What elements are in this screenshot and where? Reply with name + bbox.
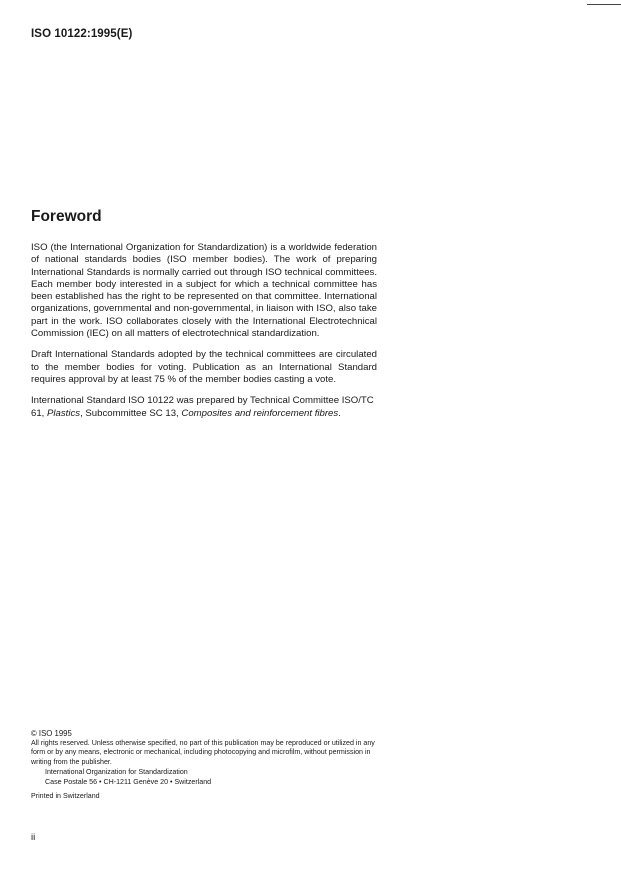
committee-name-plastics: Plastics [47, 407, 81, 419]
organization-address: Case Postale 56 • CH-1211 Genève 20 • Switzerland [45, 777, 212, 786]
paragraph-3-text-b: , Subcommittee SC 13, [80, 407, 182, 419]
paragraph-3-text-a: International Standard ISO 10122 was prepared by Technical Committee ISO/TC 61, [31, 395, 374, 419]
paragraph-3-text-c: . [338, 407, 341, 419]
foreword-paragraph-2: Draft International Standards adopted by the technical committees are circulated to the member bodies for voting. Publication as an International Standard requires approval by at least 75 % of the member bodies casting a vote. [31, 349, 377, 385]
foreword-heading: Foreword [31, 208, 102, 225]
foreword-paragraph-3 [31, 395, 377, 420]
copyright-notice [31, 729, 381, 801]
printed-in: Printed in Switzerland [31, 791, 100, 800]
rights-statement: All rights reserved. Unless otherwise specified, no part of this publication may be reproduced or utilized in any form or by any means, electronic or mechanical, including photocopying and microfilm, without permission in writing from the publisher. [31, 738, 375, 766]
organization-name: International Organization for Standardization [45, 768, 188, 777]
page-edge-line [587, 4, 621, 5]
page-number: ii [31, 832, 36, 843]
standard-number-header: ISO 10122:1995(E) [31, 28, 133, 40]
subcommittee-name: Composites and reinforcement fibres [181, 407, 339, 419]
foreword-paragraph-1: ISO (the International Organization for Standardization) is a worldwide federation of national standards bodies (ISO member bodies). The work of preparing International Standards is normally carried out through ISO technical committees. Each member body interested in a subject for which a technical committee has been established has the right to be represented on that committee. International organizations, governmental and non-governmental, in liaison with ISO, also take part in the work. ISO collaborates closely with the International Electrotechnical Commission (IEC) on all matters of electrotechnical standardization. [31, 242, 377, 340]
foreword-body [31, 242, 377, 429]
copyright-line: © ISO 1995 [31, 729, 72, 738]
publisher-address [31, 768, 381, 787]
